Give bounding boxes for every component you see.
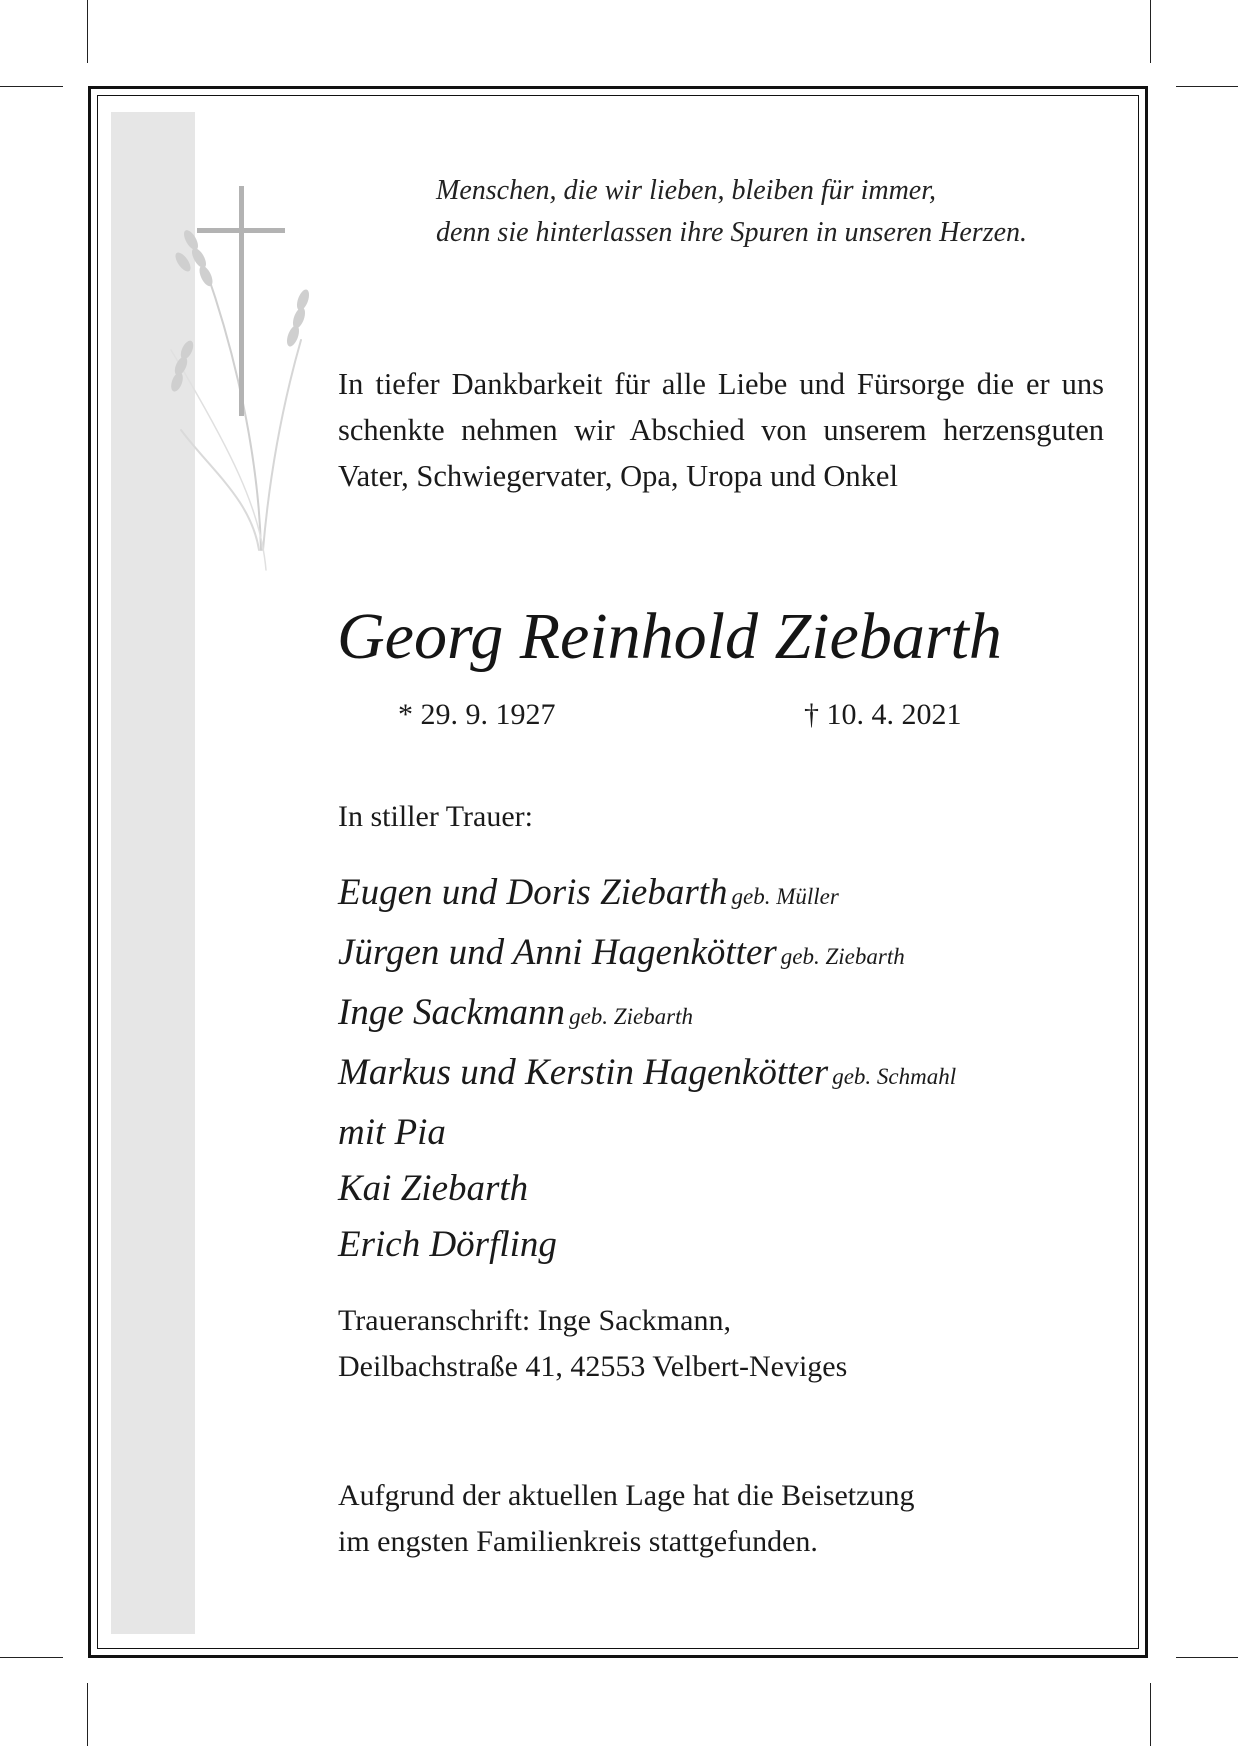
death-date: † 10. 4. 2021 (804, 698, 962, 731)
motto (436, 170, 1136, 254)
mourner-entry (338, 1045, 956, 1105)
crop-mark (1176, 86, 1238, 87)
mourners-list (338, 865, 956, 1273)
crop-mark (1150, 1683, 1151, 1746)
birth-date: * 29. 9. 1927 (398, 698, 556, 731)
mourner-nee: geb. Ziebarth (780, 944, 905, 969)
mourner-entry (338, 865, 956, 925)
mourner-name: Kai Ziebarth (338, 1168, 529, 1209)
cross-wheat-icon (111, 150, 341, 620)
mourner-entry (338, 1105, 956, 1161)
mourner-name: Jürgen und Anni Hagenkötter (338, 932, 777, 973)
mourner-name: Inge Sackmann (338, 992, 566, 1033)
address-line: Deilbachstraße 41, 42553 Velbert-Neviges (338, 1350, 848, 1383)
crop-mark (0, 86, 63, 87)
deceased-name: Georg Reinhold Ziebarth (337, 600, 1002, 673)
crop-mark (87, 1683, 88, 1746)
crop-mark (87, 0, 88, 63)
mourning-address (338, 1298, 847, 1390)
burial-notice (338, 1473, 914, 1565)
address-line: Traueranschrift: Inge Sackmann, (338, 1304, 731, 1337)
notice-line: Aufgrund der aktuellen Lage hat die Beisetzung (338, 1479, 915, 1512)
mourner-name: mit Pia (338, 1112, 446, 1153)
crop-mark (1176, 1657, 1238, 1658)
intro-text: In tiefer Dankbarkeit für alle Liebe und Fürsorge die er uns schenkte nehmen wir Abschied von unserem herzensguten Vater, Schwiegervater, Opa, Uropa und Onkel (338, 367, 1104, 493)
crop-mark (1150, 0, 1151, 63)
mourning-label: In stiller Trauer: (338, 800, 533, 833)
crop-mark (0, 1657, 63, 1658)
mourner-name: Erich Dörfling (338, 1224, 557, 1265)
mourner-entry (338, 1161, 956, 1217)
mourner-name: Markus und Kerstin Hagenkötter (338, 1052, 829, 1093)
mourner-entry (338, 1217, 956, 1273)
notice-line: im engsten Familienkreis stattgefunden. (338, 1525, 818, 1558)
mourner-name: Eugen und Doris Ziebarth (338, 872, 728, 913)
mourner-entry (338, 985, 956, 1045)
mourner-nee: geb. Schmahl (832, 1064, 957, 1089)
motto-line: denn sie hinterlassen ihre Spuren in unseren Herzen. (436, 217, 1028, 248)
motto-line: Menschen, die wir lieben, bleiben für immer, (436, 175, 937, 206)
mourner-nee: geb. Müller (731, 884, 839, 909)
mourner-nee: geb. Ziebarth (569, 1004, 694, 1029)
mourner-entry (338, 925, 956, 985)
